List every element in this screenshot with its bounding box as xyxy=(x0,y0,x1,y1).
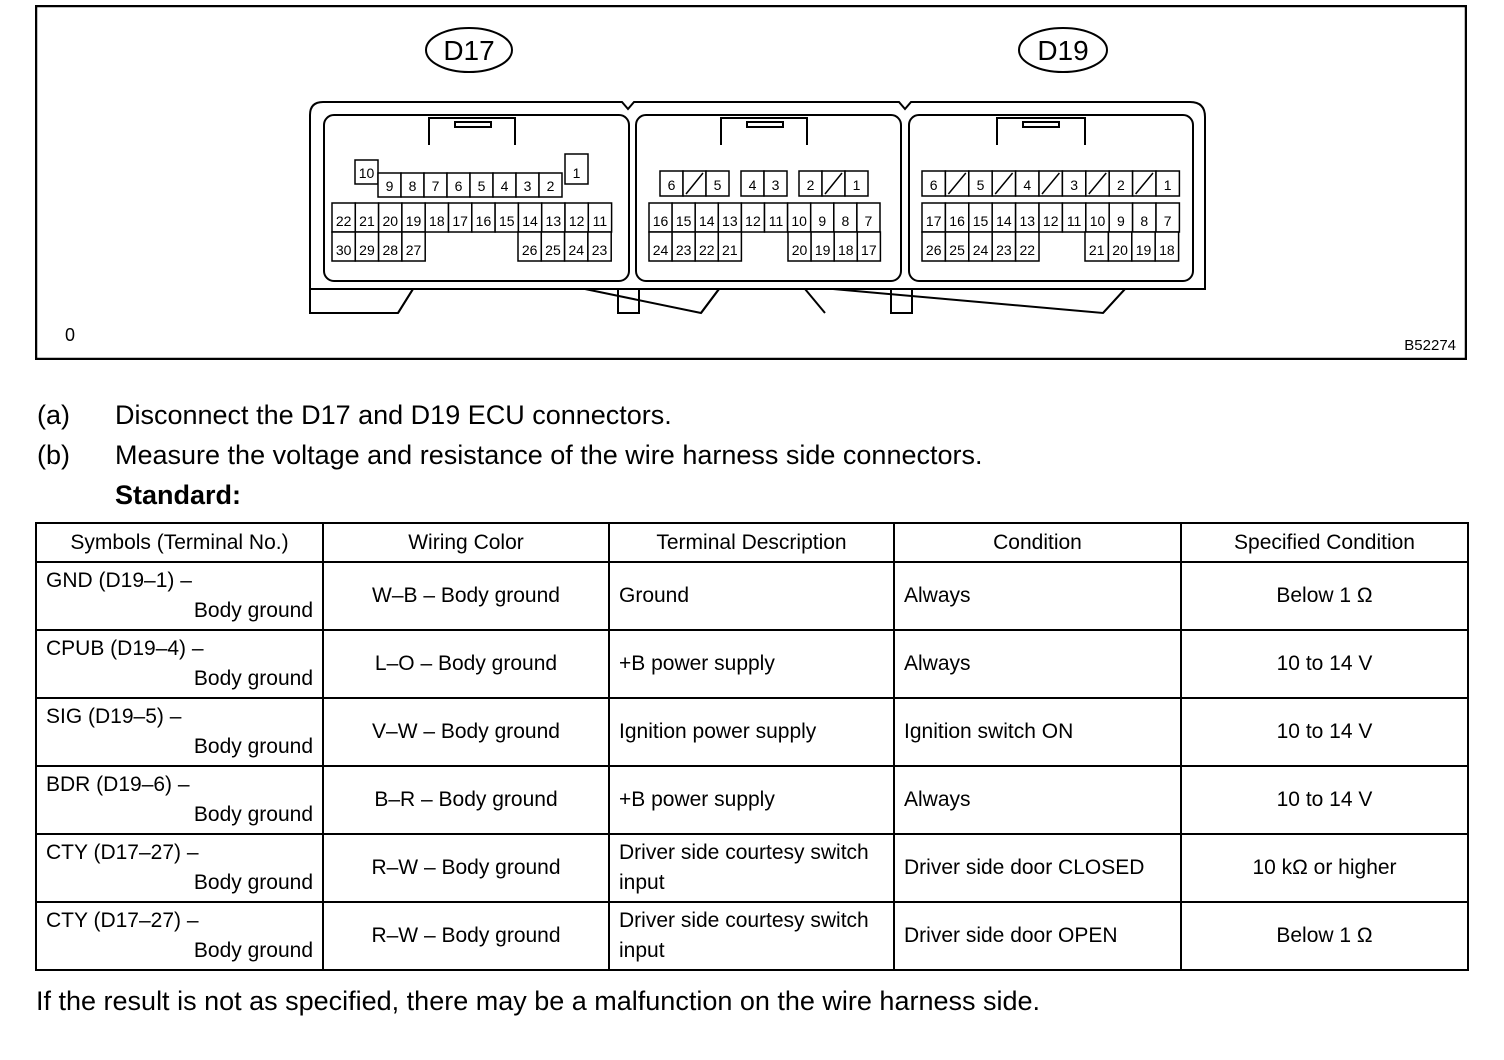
d19-left-pin-label: 4 xyxy=(748,177,757,193)
figure-code: B52274 xyxy=(1404,337,1456,354)
cell-symbol xyxy=(36,834,323,902)
d19-left-pin-label: 1 xyxy=(852,177,861,193)
symbol-text: BDR (D19–6) – xyxy=(46,773,190,796)
d17-pin-label: 11 xyxy=(592,213,608,229)
symbol-text: CPUB (D19–4) – xyxy=(46,637,204,660)
cell-description: +B power supply xyxy=(609,766,894,834)
specification-table xyxy=(35,522,1469,971)
d17-pin-label: 4 xyxy=(500,178,509,194)
cell-symbol xyxy=(36,698,323,766)
d19-right-pin-label: 12 xyxy=(1042,213,1059,229)
d17-pin-label: 15 xyxy=(498,213,515,229)
d17-pin-label: 1 xyxy=(572,165,581,181)
table-row xyxy=(36,834,1468,902)
d19-right-pin-label: 13 xyxy=(1019,213,1036,229)
d19-left-pin-label: 20 xyxy=(791,242,808,258)
table-row xyxy=(36,766,1468,834)
d19-label: D19 xyxy=(1037,35,1089,66)
cell-wiring: W–B – Body ground xyxy=(323,562,609,630)
symbol-to-text: Body ground xyxy=(193,803,313,826)
d17-pin-label: 21 xyxy=(359,213,375,229)
d17-pin-label: 26 xyxy=(521,242,538,258)
cell-wiring: V–W – Body ground xyxy=(323,698,609,766)
d19-left-pin-label: 21 xyxy=(722,242,738,258)
d19-left-pin-label: 16 xyxy=(652,213,669,229)
cell-description: Ignition power supply xyxy=(609,698,894,766)
d17-pin-label: 30 xyxy=(335,242,352,258)
d17-pin-label: 7 xyxy=(431,178,440,194)
cell-specified: Below 1 Ω xyxy=(1181,902,1468,970)
cell-symbol xyxy=(36,562,323,630)
d19-right-pin-label: 1 xyxy=(1163,177,1172,193)
d17-pin-label: 3 xyxy=(523,178,532,194)
d19-right-pin-label: 2 xyxy=(1117,177,1125,193)
d17-pin-label: 13 xyxy=(545,213,562,229)
d17-pin-label: 10 xyxy=(358,165,375,181)
d19-left-pin-label: 22 xyxy=(698,242,715,258)
d19-right-pin-label: 17 xyxy=(925,213,942,229)
cell-wiring: R–W – Body ground xyxy=(323,834,609,902)
d17-pin-label: 18 xyxy=(429,213,445,229)
d19-left-pin-label: 13 xyxy=(722,213,738,229)
step-a xyxy=(37,399,672,431)
table-row xyxy=(36,902,1468,970)
d19-right-pin-label: 3 xyxy=(1070,177,1078,193)
d19-right-pin-label: 15 xyxy=(972,213,989,229)
d19-left-pin-label: 9 xyxy=(818,213,827,229)
d17-pin-label: 9 xyxy=(385,178,394,194)
d17-pin-label: 24 xyxy=(568,242,585,258)
cell-specified: Below 1 Ω xyxy=(1181,562,1468,630)
d19-right-pin-label: 16 xyxy=(949,213,965,229)
d17-pin-label: 20 xyxy=(382,213,399,229)
d19-left-pin-label: 11 xyxy=(768,213,784,229)
d19-left-pin-label: 19 xyxy=(814,242,831,258)
symbol-to-text: Body ground xyxy=(193,939,313,962)
cell-specified: 10 to 14 V xyxy=(1181,698,1468,766)
cell-condition: Always xyxy=(894,630,1181,698)
cell-wiring: R–W – Body ground xyxy=(323,902,609,970)
symbol-to-text: Body ground xyxy=(193,735,313,758)
d19-right-pin-label: 9 xyxy=(1117,213,1125,229)
d19-left-pin-label: 8 xyxy=(841,213,850,229)
d19-left-pin-label: 18 xyxy=(837,242,854,258)
header-wiring-color: Wiring Color xyxy=(323,523,609,562)
symbol-text: CTY (D17–27) – xyxy=(46,841,199,864)
d19-right-pin-label: 25 xyxy=(949,242,965,258)
symbol-text: GND (D19–1) – xyxy=(46,569,192,592)
d19-right-pin-label: 4 xyxy=(1023,177,1032,193)
cell-condition: Always xyxy=(894,766,1181,834)
d19-left-pin-label: 2 xyxy=(806,177,815,193)
d17-pin-label: 27 xyxy=(405,242,422,258)
step-a-label: (a) xyxy=(37,400,70,430)
cell-condition: Driver side door CLOSED xyxy=(894,834,1181,902)
d19-right-pin-label: 5 xyxy=(976,177,985,193)
d17-pin-label: 29 xyxy=(359,242,375,258)
symbol-text: CTY (D17–27) – xyxy=(46,909,199,932)
d17-pin-label: 23 xyxy=(591,242,608,258)
cell-specified: 10 to 14 V xyxy=(1181,630,1468,698)
d19-left-pin-label: 17 xyxy=(861,242,877,258)
cell-specified: 10 kΩ or higher xyxy=(1181,834,1468,902)
cell-condition: Ignition switch ON xyxy=(894,698,1181,766)
cell-condition: Driver side door OPEN xyxy=(894,902,1181,970)
standard-label: Standard: xyxy=(115,480,242,510)
d19-right-pin-label: 8 xyxy=(1140,213,1149,229)
d17-label: D17 xyxy=(443,35,495,66)
d17-pin-label: 16 xyxy=(475,213,492,229)
d19-right-pin-label: 21 xyxy=(1088,242,1105,258)
d19-right-pin-label: 11 xyxy=(1066,213,1082,229)
cell-description: Driver side courtesy switch input xyxy=(609,834,894,902)
table-row xyxy=(36,698,1468,766)
d17-pin-label: 25 xyxy=(545,242,561,258)
d19-right-pin-label: 24 xyxy=(972,242,989,258)
cell-description: Ground xyxy=(609,562,894,630)
step-b-text: Measure the voltage and resistance of the wire harness side connectors. xyxy=(115,440,983,470)
connector-diagram xyxy=(35,5,1467,360)
cell-symbol xyxy=(36,766,323,834)
d19-right-pin-label: 7 xyxy=(1163,213,1172,229)
symbol-to-text: Body ground xyxy=(193,667,313,690)
d17-pin-label: 6 xyxy=(454,178,463,194)
step-b xyxy=(37,439,982,471)
header-specified-condition: Specified Condition xyxy=(1181,523,1468,562)
step-b-label: (b) xyxy=(37,440,70,470)
cell-symbol xyxy=(36,630,323,698)
table-row xyxy=(36,562,1468,630)
d19-right-pin-label: 20 xyxy=(1112,242,1128,258)
d17-pin-label: 22 xyxy=(335,213,352,229)
d19-left-pin-label: 5 xyxy=(713,177,722,193)
d17-pin-label: 19 xyxy=(405,213,422,229)
footer-note: If the result is not as specified, there may be a malfunction on the wire harness side. xyxy=(36,986,1041,1016)
d19-right-pin-label: 19 xyxy=(1135,242,1152,258)
cell-wiring: L–O – Body ground xyxy=(323,630,609,698)
step-a-text: Disconnect the D17 and D19 ECU connectors. xyxy=(115,400,672,430)
cell-wiring: B–R – Body ground xyxy=(323,766,609,834)
d19-left-pin-label: 12 xyxy=(745,213,761,229)
d19-left-pin-label: 7 xyxy=(864,213,873,229)
d19-right-pin-label: 26 xyxy=(925,242,942,258)
d19-left-pin-label: 15 xyxy=(675,213,692,229)
d19-right-pin-label: 22 xyxy=(1019,242,1036,258)
d17-pin-label: 17 xyxy=(452,213,468,229)
cell-condition: Always xyxy=(894,562,1181,630)
d17-pin-label: 5 xyxy=(477,178,486,194)
d19-left-pin-label: 14 xyxy=(698,213,715,229)
d19-left-pin-label: 10 xyxy=(791,213,807,229)
cell-specified: 10 to 14 V xyxy=(1181,766,1468,834)
symbol-to-text: Body ground xyxy=(193,599,313,622)
symbol-text: SIG (D19–5) – xyxy=(46,705,182,728)
cell-description: +B power supply xyxy=(609,630,894,698)
d19-left-pin-label: 3 xyxy=(771,177,780,193)
symbol-to-text: Body ground xyxy=(193,871,313,894)
header-condition: Condition xyxy=(894,523,1181,562)
d19-left-pin-label: 23 xyxy=(675,242,692,258)
d19-right-pin-label: 14 xyxy=(996,213,1012,229)
header-symbols: Symbols (Terminal No.) xyxy=(36,523,323,562)
d19-right-pin-label: 6 xyxy=(929,177,938,193)
d19-right-pin-label: 18 xyxy=(1159,242,1175,258)
cell-description: Driver side courtesy switch input xyxy=(609,902,894,970)
d17-pin-label: 2 xyxy=(546,178,555,194)
d17-pin-label: 14 xyxy=(522,213,538,229)
corner-mark: 0 xyxy=(65,325,76,345)
d19-right-pin-label: 10 xyxy=(1089,213,1106,229)
d19-left-pin-label: 6 xyxy=(667,177,676,193)
table-row xyxy=(36,630,1468,698)
d17-pin-label: 28 xyxy=(382,242,399,258)
cell-symbol xyxy=(36,902,323,970)
d19-right-pin-label: 23 xyxy=(996,242,1012,258)
d19-left-pin-label: 24 xyxy=(652,242,669,258)
d17-pin-label: 12 xyxy=(568,213,585,229)
d17-pin-label: 8 xyxy=(408,178,417,194)
table-header-row xyxy=(36,523,1468,562)
header-terminal-description: Terminal Description xyxy=(609,523,894,562)
